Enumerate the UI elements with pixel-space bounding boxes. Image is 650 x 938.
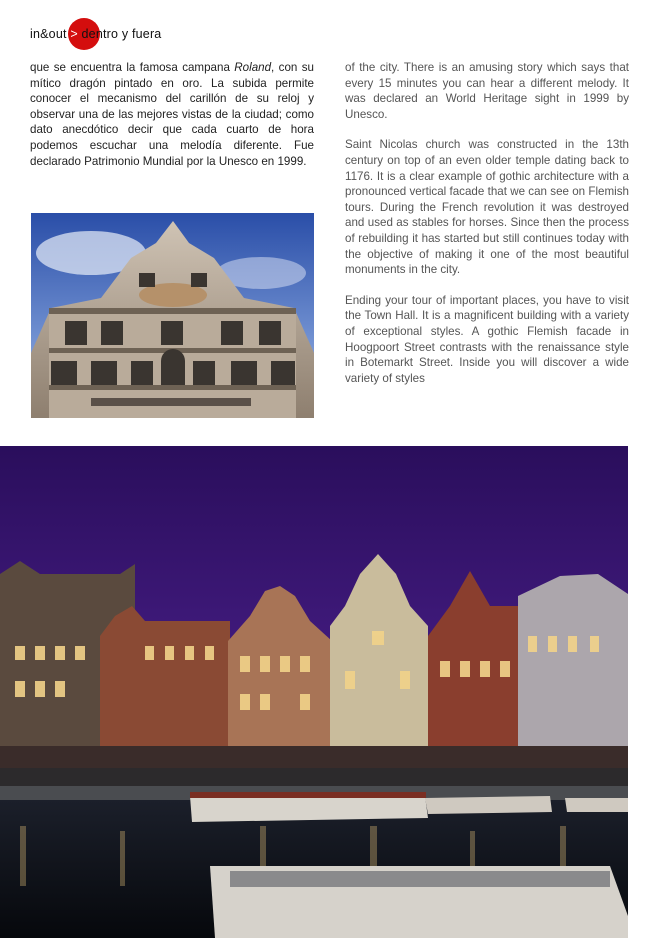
canal-night-photo [0, 446, 628, 938]
english-paragraph-1: of the city. There is an amusing story which says that every 15 minutes you can hear a different melody. It was declared an World Heritage sight in 1999 by Unesco. [345, 61, 629, 121]
spanish-text-column [30, 60, 314, 184]
section-name: dentro y fuera [81, 27, 162, 41]
brand-separator: > [70, 27, 78, 41]
building-facade-photo [31, 213, 314, 418]
bell-name: Roland [234, 61, 272, 74]
brand-name: in&out [30, 27, 67, 41]
spanish-paragraph: que se encuentra la famosa campana Roland, con su mítico dragón pintado en oro. La subida permite conocer el mecanismo del carillón de su reloj y observar una de las mejores vistas de la ciudad; como dato anecdótico decir que cada cuarto de hora podemos escuchar una melodía diferente. Fue declarado Patrimonio Mundial por la Unesco en 1999. [30, 61, 315, 168]
english-paragraph-3: Ending your tour of important places, you have to visit the Town Hall. It is a magnificent building with a variety of exceptional styles. A gothic Flemish facade in Hoogpoort Street contrasts with the renaissance style in Botemarkt Street. Inside you will discover a wide variety of styles [345, 293, 629, 385]
magazine-brand [30, 27, 161, 41]
english-paragraph-2: Saint Nicolas church was constructed in the 13th century on top of an even older temple dating back to 1176. It is a clear example of gothic architecture with a pronounced vertical facade that we can see on Flemish tours. During the French revolution it was destroyed and used as stables for horses. Since then the process of rebuilding it has started but still continues today with the objective of making it one of the most beautiful monuments in the city. [345, 138, 629, 277]
english-text-column [345, 60, 629, 401]
